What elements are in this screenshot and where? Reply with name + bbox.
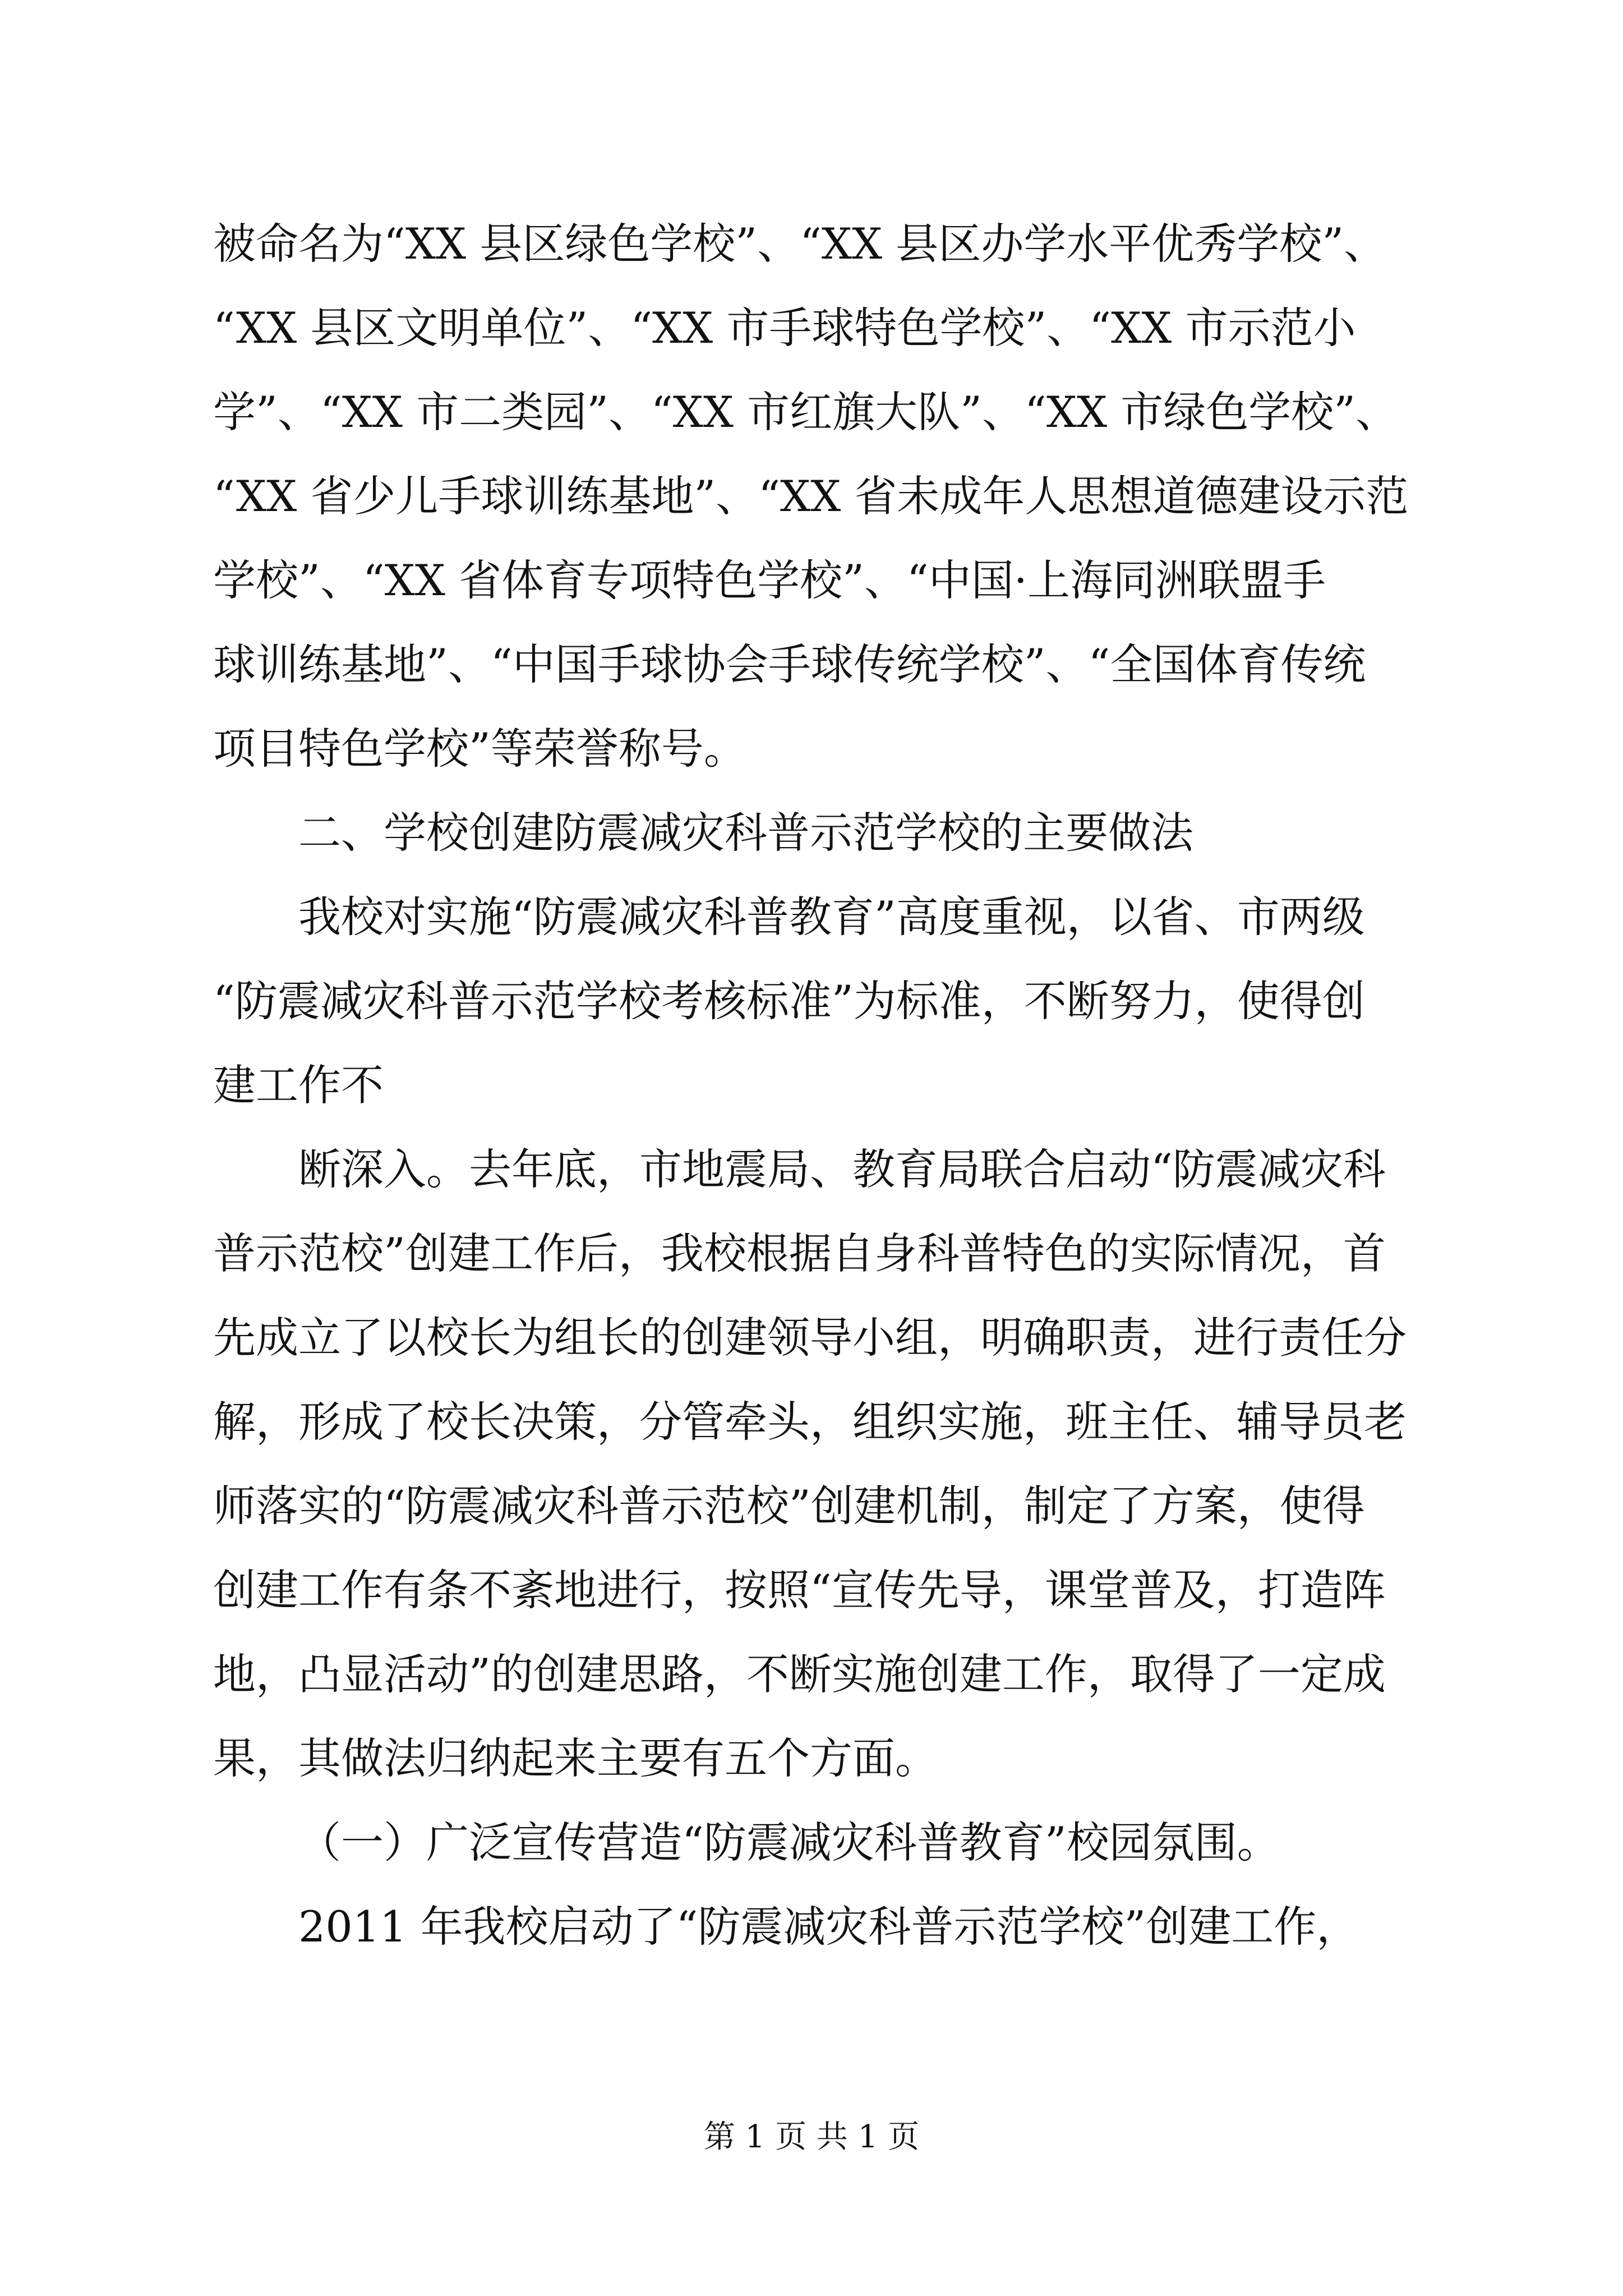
document-body — [213, 202, 1424, 1969]
text-line: “XX 县区文明单位”、“XX 市手球特色学校”、“XX 市示范小 — [213, 303, 1356, 353]
text-line: 建工作不 — [213, 1060, 384, 1110]
page-number-label: 第 1 页 共 1 页 — [703, 2119, 920, 2155]
text-line: 项目特色学校”等荣誉称号。 — [213, 724, 746, 774]
text-line: “XX 省少儿手球训练基地”、“XX 省未成年人思想道德建设示范 — [213, 471, 1409, 521]
text-line: 师落实的“防震减灾科普示范校”创建机制，制定了方案，使得 — [213, 1481, 1365, 1531]
text-line: 普示范校”创建工作后，我校根据自身科普特色的实际情况，首 — [213, 1228, 1386, 1278]
paragraph-start-line: 2011 年我校启动了“防震减灾科普示范学校”创建工作， — [298, 1902, 1359, 1952]
page-footer — [0, 2115, 1623, 2160]
text-line: 地，凸显活动”的创建思路，不断实施创建工作，取得了一定成 — [213, 1649, 1386, 1699]
text-line: 解，形成了校长决策，分管牵头，组织实施，班主任、辅导员老 — [213, 1397, 1407, 1447]
subsection-heading: （一）广泛宣传营造“防震减灾科普教育”校园氛围。 — [298, 1818, 1280, 1867]
text-line: 球训练基地”、“中国手球协会手球传统学校”、“全国体育传统 — [213, 639, 1366, 689]
paragraph-start-line: 我校对实施“防震减灾科普教育”高度重视，以省、市两级 — [298, 892, 1365, 942]
text-line: 果，其做法归纳起来主要有五个方面。 — [213, 1733, 938, 1783]
paragraph-start-line: 断深入。去年底，市地震局、教育局联合启动“防震减灾科 — [298, 1144, 1386, 1194]
section-heading: 二、学校创建防震减灾科普示范学校的主要做法 — [298, 808, 1193, 858]
text-line: 学校”、“XX 省体育专项特色学校”、“中国·上海同洲联盟手 — [213, 555, 1326, 605]
text-line: 创建工作有条不紊地进行，按照“宣传先导，课堂普及，打造阵 — [213, 1565, 1386, 1615]
text-line: 学”、“XX 市二类园”、“XX 市红旗大队”、“XX 市绿色学校”、 — [213, 387, 1399, 437]
text-line: 先成立了以校长为组长的创建领导小组，明确职责，进行责任分 — [213, 1313, 1407, 1363]
text-line: 被命名为“XX 县区绿色学校”、“XX 县区办学水平优秀学校”、 — [213, 219, 1387, 269]
text-line: “防震减灾科普示范学校考核标准”为标准，不断努力，使得创 — [213, 976, 1365, 1026]
